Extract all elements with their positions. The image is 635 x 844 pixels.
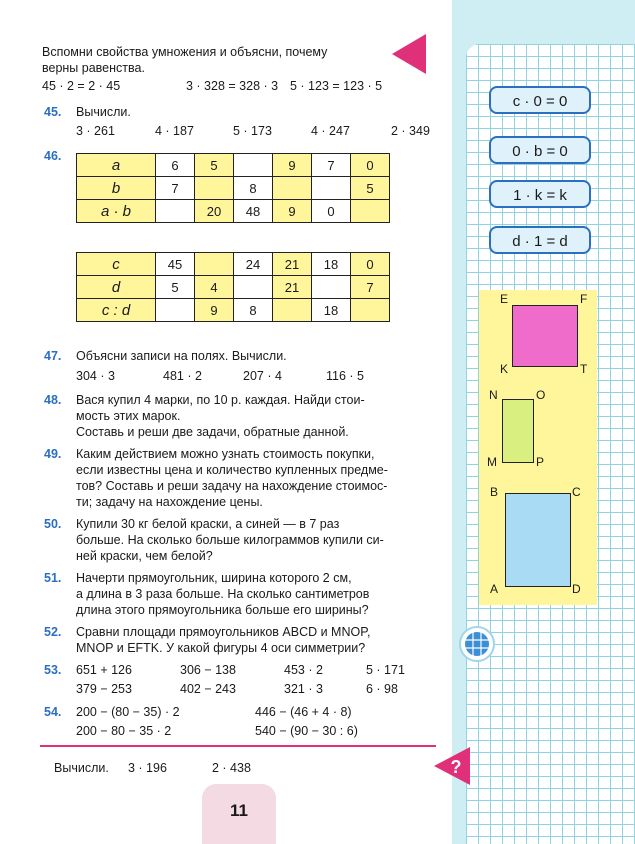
bottom-item: 2 · 438	[212, 761, 251, 775]
task-52-line: Сравни площади прямоугольников ABCD и MNOP,	[76, 625, 371, 639]
task-45-item: 3 · 261	[76, 124, 115, 138]
table-cell: 4	[195, 276, 234, 299]
task-47-item: 304 · 3	[76, 369, 115, 383]
table-cell: 18	[312, 253, 351, 276]
bottom-title: Вычисли.	[54, 761, 109, 775]
task-53-item: 5 · 171	[366, 663, 405, 677]
task-54-item: 200 − (80 − 35) · 2	[76, 705, 180, 719]
intro-line-1: Вспомни свойства умножения и объясни, почему	[42, 45, 328, 59]
table-cell	[312, 276, 351, 299]
label-e: E	[500, 292, 509, 306]
task-47-item: 116 · 5	[326, 369, 364, 383]
table-cell	[351, 299, 390, 322]
bottom-item: 3 · 196	[128, 761, 167, 775]
table-row	[77, 276, 390, 299]
table-cell: 9	[273, 200, 312, 223]
task-53-item: 379 − 253	[76, 682, 132, 696]
task-53-item: 402 − 243	[180, 682, 236, 696]
square-eftk	[512, 305, 578, 367]
task-49-number: 49.	[44, 447, 62, 461]
label-c: C	[572, 485, 581, 499]
table-cell: 48	[234, 200, 273, 223]
task-51-number: 51.	[44, 571, 62, 585]
task-54-number: 54.	[44, 705, 62, 719]
label-t: T	[580, 362, 588, 376]
table-cell	[273, 177, 312, 200]
task-49-line: если известны цена и количество купленных предме-	[76, 463, 388, 477]
task-54-item: 200 − 80 − 35 · 2	[76, 724, 172, 738]
intro-eq-2: 3 · 328 = 328 · 3	[186, 79, 279, 93]
pointer-triangle-icon	[392, 34, 426, 74]
table-cell: 7	[351, 276, 390, 299]
table-a-b	[76, 153, 390, 223]
table-row	[77, 177, 390, 200]
task-49-line: Каким действием можно узнать стоимость покупки,	[76, 447, 375, 461]
table-cell: 8	[234, 177, 273, 200]
task-46-number: 46.	[44, 149, 62, 163]
task-47-number: 47.	[44, 349, 62, 363]
label-m: M	[487, 455, 497, 469]
task-51-line: а длина в 3 раза больше. На сколько сантиметров	[76, 587, 370, 601]
table-cell	[195, 177, 234, 200]
task-53-item: 306 − 138	[180, 663, 236, 677]
label-p: P	[536, 455, 545, 469]
table-cell: 9	[195, 299, 234, 322]
label-f: F	[580, 292, 588, 306]
task-50-line: ней краски, чем белой?	[76, 549, 213, 563]
table-cell: 7	[156, 177, 195, 200]
table-cell: 18	[312, 299, 351, 322]
task-48-number: 48.	[44, 393, 62, 407]
task-50-number: 50.	[44, 517, 62, 531]
table-cell	[156, 200, 195, 223]
table-cell	[234, 154, 273, 177]
formula-4: d · 1 = d	[489, 226, 591, 254]
task-49-line: ти; задачу на нахождение цены.	[76, 495, 263, 509]
task-53-item: 651 + 126	[76, 663, 132, 677]
table-cell: 8	[234, 299, 273, 322]
table-header-cell: c	[77, 253, 156, 276]
svg-text:?: ?	[450, 757, 462, 777]
task-50-line: больше. На сколько больше килограммов купили си-	[76, 533, 384, 547]
task-45-item: 2 · 349	[391, 124, 430, 138]
table-cell: 5	[156, 276, 195, 299]
table-row	[77, 154, 390, 177]
task-47-title: Объясни записи на полях. Вычисли.	[76, 349, 287, 363]
table-row	[77, 299, 390, 322]
task-52-line: MNOP и EFTK. У какой фигуры 4 оси симметрии?	[76, 641, 366, 655]
task-47-item: 481 · 2	[163, 369, 202, 383]
table-cell: 0	[351, 253, 390, 276]
table-header-cell: a	[77, 154, 156, 177]
table-row	[77, 200, 390, 223]
formula-1: c · 0 = 0	[489, 86, 591, 114]
table-cell: 0	[312, 200, 351, 223]
table-header-cell: a · b	[77, 200, 156, 223]
table-header-cell: b	[77, 177, 156, 200]
label-a: A	[490, 582, 499, 596]
task-51-line: Начерти прямоугольник, ширина которого 2 см,	[76, 571, 352, 585]
task-45-item: 5 · 173	[233, 124, 272, 138]
intro-eq-1: 45 · 2 = 2 · 45	[42, 79, 121, 93]
task-54-item: 540 − (90 − 30 : 6)	[255, 724, 358, 738]
table-cell	[156, 299, 195, 322]
task-48-line: мость этих марок.	[76, 409, 181, 423]
task-52-number: 52.	[44, 625, 62, 639]
task-47-item: 207 · 4	[243, 369, 282, 383]
table-cell: 5	[195, 154, 234, 177]
intro-line-2: верны равенства.	[42, 61, 145, 75]
table-cell: 45	[156, 253, 195, 276]
table-cell	[312, 177, 351, 200]
table-cell: 9	[273, 154, 312, 177]
table-cell	[234, 276, 273, 299]
task-48-line: Вася купил 4 марки, по 10 р. каждая. Найди стои-	[76, 393, 365, 407]
task-51-line: длина этого прямоугольника больше его ширины?	[76, 603, 369, 617]
table-cell: 21	[273, 276, 312, 299]
formula-2: 0 · b = 0	[489, 136, 591, 164]
intro-eq-3: 5 · 123 = 123 · 5	[290, 79, 383, 93]
task-53-number: 53.	[44, 663, 62, 677]
divider	[40, 745, 436, 747]
table-c-d	[76, 252, 390, 322]
label-o: O	[536, 388, 546, 402]
table-cell: 5	[351, 177, 390, 200]
globe-icon	[459, 626, 495, 662]
task-54-item: 446 − (46 + 4 · 8)	[255, 705, 352, 719]
label-k: K	[500, 362, 509, 376]
table-cell: 0	[351, 154, 390, 177]
task-48-line: Составь и реши две задачи, обратные данной.	[76, 425, 349, 439]
table-cell: 6	[156, 154, 195, 177]
task-53-item: 321 · 3	[284, 682, 323, 696]
table-cell	[195, 253, 234, 276]
table-cell: 20	[195, 200, 234, 223]
table-row	[77, 253, 390, 276]
rect-abcd	[505, 493, 571, 587]
task-45-title: Вычисли.	[76, 105, 131, 119]
question-marker-icon	[434, 747, 470, 785]
task-50-line: Купили 30 кг белой краски, а синей — в 7 раз	[76, 517, 340, 531]
task-45-item: 4 · 187	[155, 124, 194, 138]
table-header-cell: d	[77, 276, 156, 299]
rect-mnop	[502, 399, 534, 463]
table-cell	[273, 299, 312, 322]
page-number: 11	[202, 784, 276, 844]
task-53-item: 453 · 2	[284, 663, 323, 677]
table-cell: 7	[312, 154, 351, 177]
label-b: B	[490, 485, 499, 499]
task-53-item: 6 · 98	[366, 682, 398, 696]
task-49-line: тов? Составь и реши задачу на нахождение стоимос-	[76, 479, 388, 493]
table-header-cell: c : d	[77, 299, 156, 322]
table-cell: 24	[234, 253, 273, 276]
table-cell: 21	[273, 253, 312, 276]
task-45-number: 45.	[44, 105, 62, 119]
task-45-item: 4 · 247	[311, 124, 350, 138]
table-cell	[351, 200, 390, 223]
label-n: N	[489, 388, 498, 402]
label-d: D	[572, 582, 581, 596]
formula-3: 1 · k = k	[489, 180, 591, 208]
